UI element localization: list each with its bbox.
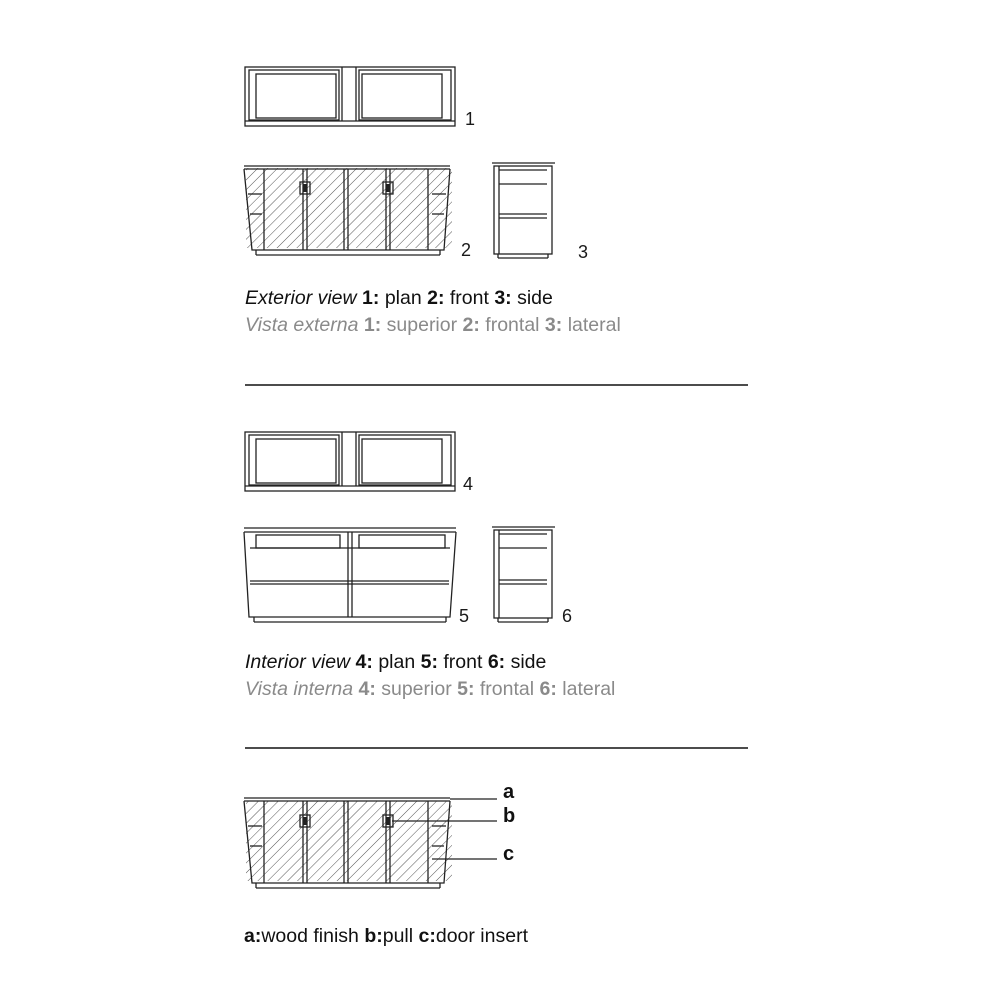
caption-key-5: 5: <box>420 651 438 673</box>
caption-key-3: 3: <box>544 314 563 336</box>
caption-text-superior: superior <box>381 678 452 700</box>
legend-key-c: c: <box>418 925 436 947</box>
figure-number-4: 4 <box>463 474 474 494</box>
caption-key-4: 4: <box>358 678 376 700</box>
caption-text-plan: plan <box>378 651 416 673</box>
pull-handle-right <box>386 817 390 825</box>
interior-plan-view <box>245 432 455 491</box>
caption-text-side: side <box>510 651 547 673</box>
legend-key-a: a: <box>244 925 262 947</box>
interior-title-en: Interior view <box>245 651 351 673</box>
pull-handle-left <box>303 817 307 825</box>
caption-key-2: 2: <box>427 287 445 309</box>
caption-key-5: 5: <box>457 678 475 700</box>
figure-number-5: 5 <box>459 606 470 626</box>
pull-handle-right <box>386 184 390 192</box>
caption-key-1: 1: <box>363 314 382 336</box>
figure-number-1: 1 <box>465 109 476 129</box>
legend-key-b: b: <box>364 925 383 947</box>
exterior-title-pt: Vista externa <box>245 314 359 336</box>
caption-key-2: 2: <box>462 314 480 336</box>
caption-text-front: front <box>449 287 489 309</box>
exterior-caption <box>245 285 621 339</box>
caption-key-4: 4: <box>355 651 373 673</box>
detail-front-view <box>244 798 452 888</box>
caption-text-frontal: frontal <box>485 314 540 336</box>
exterior-caption-english <box>245 285 621 312</box>
caption-text-front: front <box>443 651 483 673</box>
pull-handle-left <box>303 184 307 192</box>
materials-legend <box>244 925 528 948</box>
exterior-plan-view <box>245 67 455 126</box>
figure-number-3: 3 <box>578 242 589 262</box>
caption-text-plan: plan <box>384 287 422 309</box>
interior-caption-portuguese <box>245 676 615 703</box>
figure-number-2: 2 <box>461 240 472 260</box>
callout-label-a: a <box>503 781 515 803</box>
callout-label-c: c <box>503 843 515 865</box>
legend-text-pull: pull <box>382 925 414 947</box>
caption-text-superior: superior <box>386 314 458 336</box>
exterior-caption-portuguese <box>245 312 621 339</box>
caption-key-6: 6: <box>487 651 506 673</box>
legend-text-door-insert: door insert <box>435 925 528 947</box>
caption-text-frontal: frontal <box>479 678 535 700</box>
caption-text-lateral: lateral <box>567 314 621 336</box>
interior-caption-english <box>245 649 615 676</box>
exterior-title-en: Exterior view <box>245 287 357 309</box>
interior-side-view <box>492 527 555 622</box>
caption-key-3: 3: <box>494 287 512 309</box>
caption-key-1: 1: <box>362 287 380 309</box>
caption-text-side: side <box>517 287 553 309</box>
caption-text-lateral: lateral <box>562 678 616 700</box>
interior-caption <box>245 649 615 703</box>
exterior-side-view <box>492 163 555 258</box>
interior-title-pt: Vista interna <box>245 678 354 700</box>
callout-label-b: b <box>503 805 516 827</box>
caption-key-6: 6: <box>539 678 557 700</box>
interior-front-view <box>244 528 456 622</box>
figure-number-6: 6 <box>562 606 573 626</box>
exterior-front-view <box>244 166 452 255</box>
legend-text-wood-finish: wood finish <box>261 925 359 947</box>
